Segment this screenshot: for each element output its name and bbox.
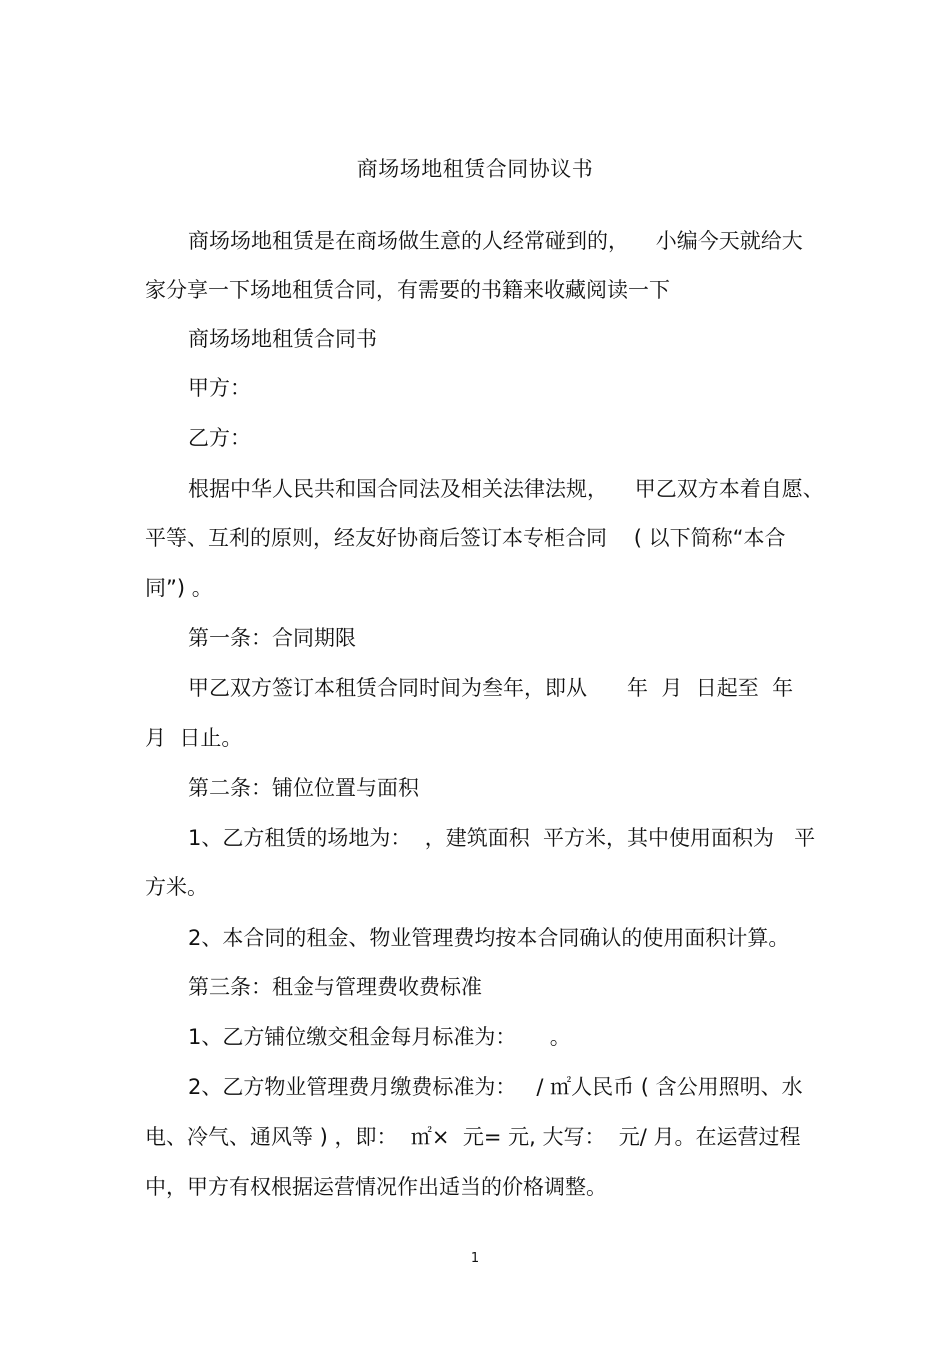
paragraph-line: 甲乙双方签订本租赁合同时间为叁年，即从 年 月 日起至 年: [188, 676, 794, 700]
paragraph-line: 家分享一下场地租赁合同，有需要的书籍来收藏阅读一下: [145, 278, 670, 302]
paragraph-line: 电、冷气、通风等 ) ，即： ㎡× 元= 元, 大写： 元/ 月。在运营过程: [145, 1125, 801, 1149]
section-heading: 商场场地租赁合同书: [188, 327, 377, 351]
paragraph-line: 同”) 。: [145, 576, 213, 600]
paragraph-line: 根据中华人民共和国合同法及相关法律法规， 甲乙双方本着自愿、: [188, 477, 824, 501]
page-number: 1: [470, 1251, 480, 1266]
paragraph-line: 1、乙方铺位缴交租金每月标准为： 。: [188, 1025, 571, 1049]
paragraph-line: 2、本合同的租金、物业管理费均按本合同确认的使用面积计算。: [188, 926, 790, 950]
paragraph-line: 平等、互利的原则，经友好协商后签订本专柜合同 ( 以下简称“本合: [145, 526, 786, 550]
paragraph-line: 月 日止。: [145, 726, 243, 750]
paragraph-line: 方米。: [145, 875, 208, 899]
document-title: 商场场地租赁合同协议书: [356, 157, 594, 181]
paragraph-line: 中，甲方有权根据运营情况作出适当的价格调整。: [145, 1175, 607, 1199]
paragraph-line: 2、乙方物业管理费月缴费标准为： / ㎡人民币 ( 含公用照明、水: [188, 1075, 803, 1099]
article-heading: 第二条：铺位位置与面积: [188, 776, 419, 800]
article-heading: 第三条：租金与管理费收费标准: [188, 975, 482, 999]
paragraph-line: 1、乙方租赁的场地为： ，建筑面积 平方米，其中使用面积为 平: [188, 826, 816, 850]
party-a-label: 甲方：: [188, 376, 251, 400]
paragraph-line: 商场场地租赁是在商场做生意的人经常碰到的， 小编今天就给大: [188, 229, 803, 253]
article-heading: 第一条：合同期限: [188, 626, 356, 650]
party-b-label: 乙方：: [188, 426, 251, 450]
